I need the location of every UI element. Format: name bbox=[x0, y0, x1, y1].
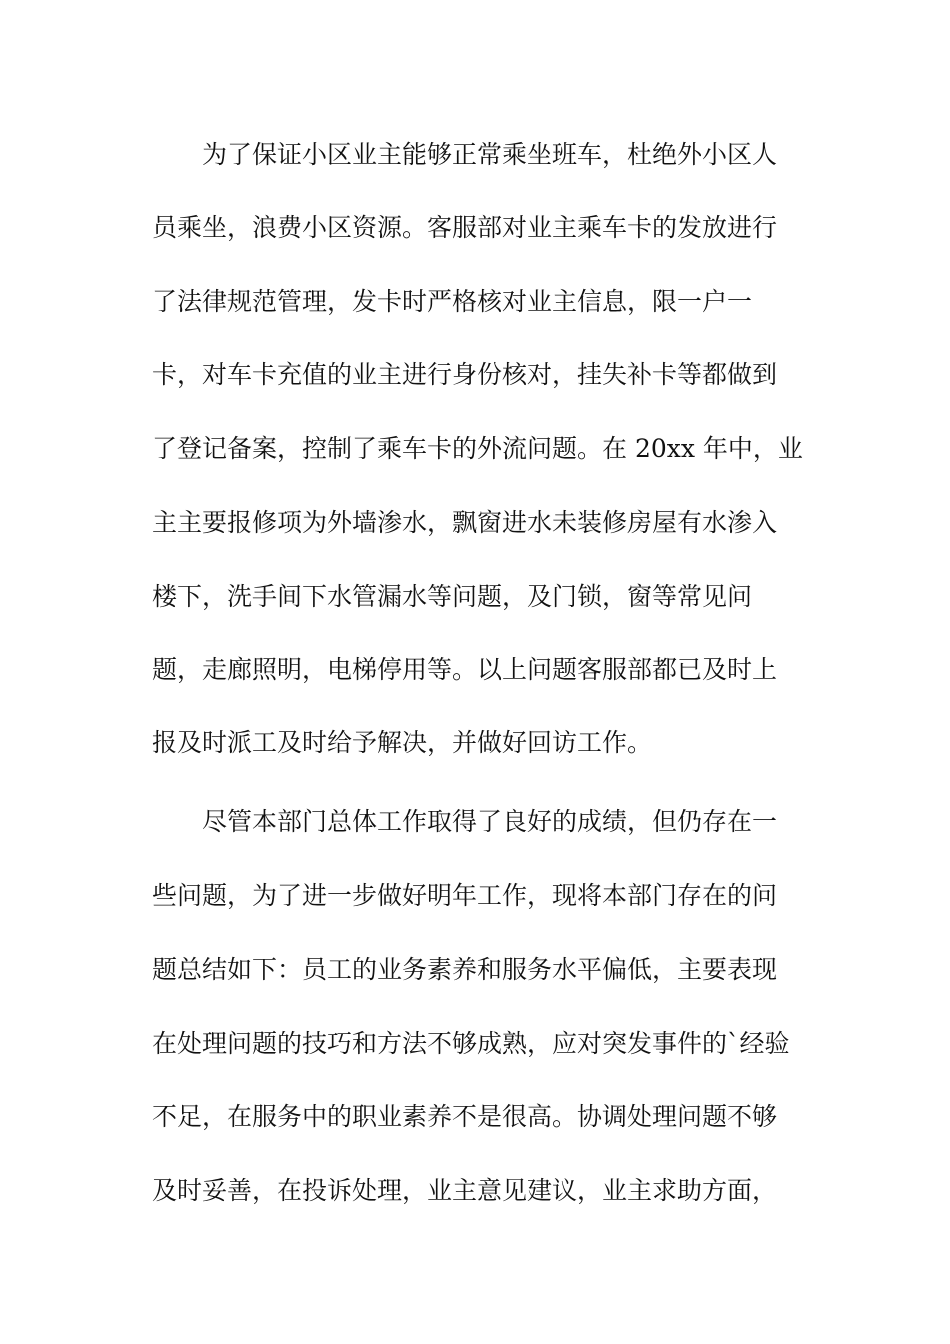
paragraph-1-line-6: 主主要报修项为外墙渗水，飘窗进水未装修房屋有水渗入 bbox=[152, 508, 778, 537]
paragraph-1-line-8: 题，走廊照明，电梯停用等。以上问题客服部都已及时上 bbox=[152, 655, 778, 684]
paragraph-2-line-5: 不足，在服务中的职业素养不是很高。协调处理问题不够 bbox=[152, 1102, 778, 1131]
paragraph-1-line-2: 员乘坐，浪费小区资源。客服部对业主乘车卡的发放进行 bbox=[152, 213, 778, 242]
paragraph-2-line-6: 及时妥善，在投诉处理，业主意见建议，业主求助方面， bbox=[152, 1176, 778, 1205]
paragraph-1-line-5: 了登记备案，控制了乘车卡的外流问题。在 20xx 年中，业 bbox=[152, 434, 803, 463]
paragraph-1-line-3: 了法律规范管理，发卡时严格核对业主信息，限一户一 bbox=[152, 287, 753, 316]
paragraph-1-line-7: 楼下，洗手间下水管漏水等问题，及门锁，窗等常见问 bbox=[152, 582, 753, 611]
paragraph-2-line-4: 在处理问题的技巧和方法不够成熟，应对突发事件的`经验 bbox=[152, 1029, 790, 1058]
paragraph-1-line-1: 为了保证小区业主能够正常乘坐班车，杜绝外小区人 bbox=[202, 140, 778, 169]
paragraph-2-line-3: 题总结如下：员工的业务素养和服务水平偏低，主要表现 bbox=[152, 955, 778, 984]
paragraph-1-line-9: 报及时派工及时给予解决，并做好回访工作。 bbox=[152, 728, 653, 757]
paragraph-2-line-2: 些问题，为了进一步做好明年工作，现将本部门存在的问 bbox=[152, 881, 778, 910]
paragraph-2-line-1: 尽管本部门总体工作取得了良好的成绩，但仍存在一 bbox=[202, 807, 778, 836]
paragraph-1-line-4: 卡，对车卡充值的业主进行身份核对，挂失补卡等都做到 bbox=[152, 360, 778, 389]
